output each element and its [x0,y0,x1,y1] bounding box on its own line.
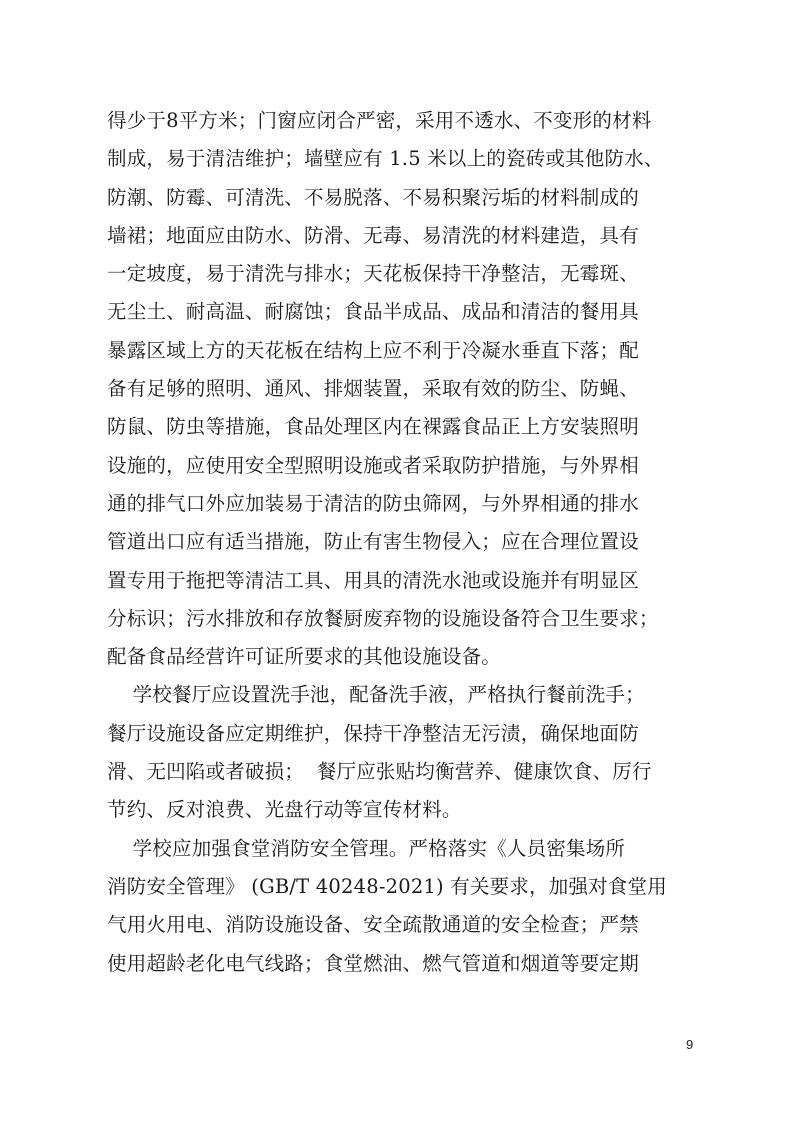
text-line: 消防安全管理》 (GB/T 40248-2021) 有关要求，加强对食堂用 [107,874,667,898]
text-line: 备有足够的照明、通风、排烟装置，采取有效的防尘、防蝇、 [107,377,639,401]
text-line: 墙裙；地面应由防水、防滑、无毒、易清洗的材料建造，具有 [107,223,639,247]
body-text [107,102,707,983]
text-line: 学校应加强食堂消防安全管理。严格落实《人员密集场所 [107,836,626,860]
page-number: 9 [686,1037,694,1052]
text-line: 制成，易于清洁维护；墙壁应有 1.5 米以上的瓷砖或其他防水、 [107,147,664,171]
text-line: 防潮、防霉、可清洗、不易脱落、不易积聚污垢的材料制成的 [107,185,639,209]
text-line: 气用火用电、消防设施设备、安全疏散通道的安全检查；严禁 [107,913,639,937]
text-line: 管道出口应有适当措施，防止有害生物侵入；应在合理位置设 [107,530,639,554]
text-line: 无尘土、耐高温、耐腐蚀；食品半成品、成品和清洁的餐用具 [107,300,639,324]
text-line: 得少于8平方米；门窗应闭合严密，采用不透水、不变形的材料 [107,109,652,132]
text-line: 餐厅设施设备应定期维护，保持干净整洁无污渍，确保地面防 [107,721,639,745]
text-line: 滑、无凹陷或者破损； 餐厅应张贴均衡营养、健康饮食、厉行 [107,760,652,784]
text-line: 分标识；污水排放和存放餐厨废弃物的设施设备符合卫生要求； [107,606,659,630]
text-line: 暴露区域上方的天花板在结构上应不利于冷凝水垂直下落；配 [107,338,639,362]
text-line: 配备食品经营许可证所要求的其他设施设备。 [107,645,502,669]
text-line: 设施的，应使用安全型照明设施或者采取防护措施，与外界相 [107,453,639,477]
text-line: 使用超龄老化电气线路；食堂燃油、燃气管道和烟道等要定期 [107,951,639,975]
text-line: 置专用于拖把等清洁工具、用具的清洗水池或设施并有明显区 [107,568,639,592]
text-line: 一定坡度，易于清洗与排水；天花板保持干净整洁，无霉斑、 [107,262,639,286]
text-line: 节约、反对浪费、光盘行动等宣传材料。 [107,798,462,822]
text-line: 通的排气口外应加装易于清洁的防虫筛网，与外界相通的排水 [107,491,639,515]
text-line: 防鼠、防虫等措施，食品处理区内在裸露食品正上方安装照明 [107,415,639,439]
text-line: 学校餐厅应设置洗手池，配备洗手液，严格执行餐前洗手； [107,683,645,707]
